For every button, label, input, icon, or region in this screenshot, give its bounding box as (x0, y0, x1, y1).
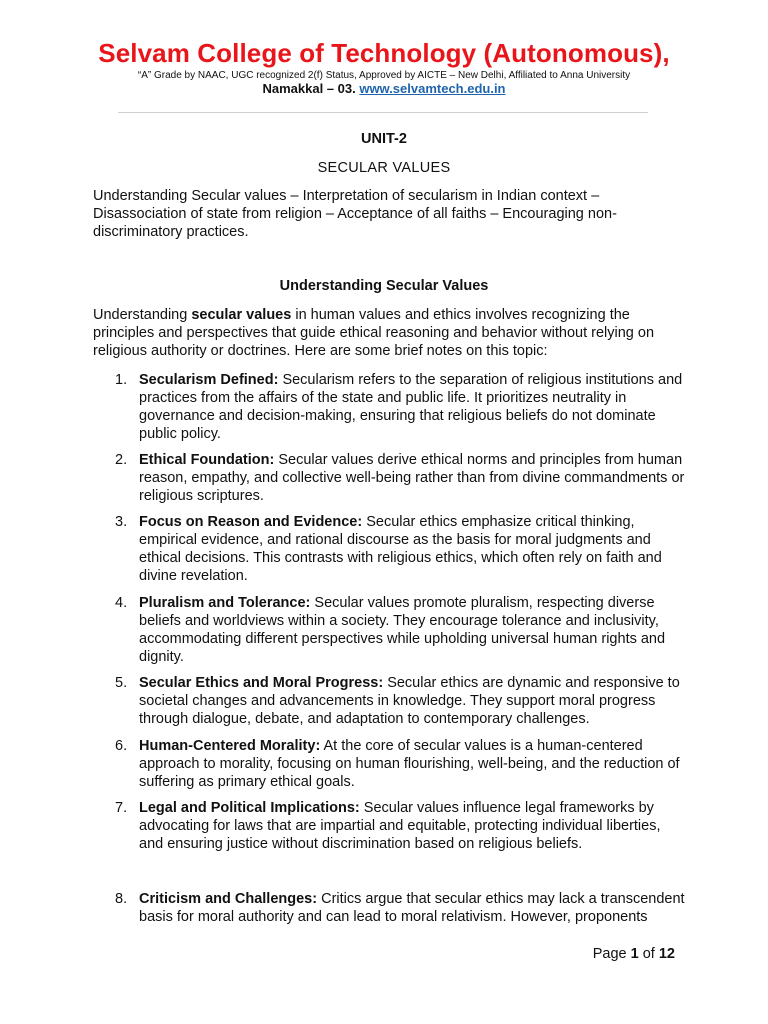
list-item (115, 674, 685, 728)
list-item-text: Secular values derive ethical norms and principles from human reason, empathy, and collective well-being rather than from divine commandments or religious scriptures. (139, 452, 685, 504)
accreditation-line: “A” Grade by NAAC, UGC recognized 2(f) Status, Approved by AICTE – New Delhi, Affiliated to Anna University (137, 70, 631, 81)
list-item-title: Human-Centered Morality: (139, 738, 321, 754)
list-item-title: Legal and Political Implications: (139, 800, 360, 816)
list-item (115, 371, 685, 443)
list-item (115, 737, 685, 791)
list-item-text: Secular ethics are dynamic and responsive to societal changes and advancements in knowledge. They support moral progress through dialogue, debate, and adaptation to contemporary challenges. (139, 675, 680, 727)
list-item-title: Secular Ethics and Moral Progress: (139, 675, 384, 691)
list-item-text: Secular values influence legal frameworks by advocating for laws that are impartial and equitable, protecting individual liberties, and ensuring justice without discrimination based on religious beliefs. (139, 800, 661, 852)
list-item-text: Critics argue that secular ethics may lack a transcendent basis for moral authority and can lead to moral relativism. However, proponents (139, 891, 685, 925)
intro-bold-term: secular values (191, 307, 292, 323)
list-item-number: 6. (115, 738, 128, 754)
intro-text-after: in human values and ethics involves recognizing the principles and perspectives that guide ethical reasoning and behavior without relying on religious authority or doctrines. Here are some brief notes on this topic: (93, 307, 655, 359)
location-text: Namakkal – 03. (262, 81, 356, 96)
list-item (115, 799, 685, 853)
college-name: Selvam College of Technology (Autonomous), (98, 38, 670, 68)
address-line (0, 81, 768, 96)
total-pages-number: 12 (658, 946, 675, 962)
list-item (115, 451, 685, 505)
page-word: Page (592, 946, 627, 962)
list-item (115, 594, 685, 666)
header-divider (118, 112, 648, 113)
intro-paragraph (93, 306, 683, 360)
list-item-text: Secular ethics emphasize critical thinking, empirical evidence, and rational discourse as the basis for moral judgments and ethical decisions. This contrasts with religious ethics, which often rely on faith and divine revelation. (139, 514, 662, 584)
page-number-footer (593, 946, 675, 962)
list-item-text: At the core of secular values is a human-centered approach to morality, focusing on human flourishing, well-being, and the reduction of suffering as primary ethical goals. (139, 738, 680, 790)
list-item (115, 513, 685, 585)
intro-text-before: Understanding (93, 307, 192, 323)
list-item-title: Criticism and Challenges: (139, 891, 318, 907)
list-item-title: Pluralism and Tolerance: (139, 595, 311, 611)
list-item-number: 2. (115, 452, 128, 468)
current-page-number: 1 (630, 946, 639, 962)
list-item (115, 890, 685, 926)
list-item-text: Secular values promote pluralism, respecting diverse beliefs and worldviews within a society. They encourage tolerance and inclusivity, accommodating different perspectives while upholding universal human rights and dignity. (139, 595, 666, 665)
section-title: SECULAR VALUES (317, 160, 451, 176)
website-link[interactable]: www.selvamtech.edu.in (359, 81, 506, 96)
list-item-number: 5. (115, 675, 128, 691)
list-item-title: Secularism Defined: (139, 372, 279, 388)
list-item-number: 4. (115, 595, 128, 611)
subheading: Understanding Secular Values (279, 278, 489, 294)
list-item-number: 8. (115, 891, 128, 907)
syllabus-paragraph: Understanding Secular values – Interpretation of secularism in Indian context – Disassociation of state from religion – Acceptance of all faiths – Encouraging non-discriminatory practices. (93, 188, 617, 240)
list-item-number: 3. (115, 514, 128, 530)
list-item-title: Ethical Foundation: (139, 452, 275, 468)
list-item-text: Secularism refers to the separation of religious institutions and practices from the affairs of the state and public life. It prioritizes neutrality in governance and decision-making, ensuring that religious beliefs do not dominate public policy. (139, 372, 683, 442)
list-item-title: Focus on Reason and Evidence: (139, 514, 363, 530)
list-item-number: 1. (115, 372, 128, 388)
unit-title: UNIT-2 (361, 131, 407, 147)
of-word: of (642, 946, 655, 962)
list-item-number: 7. (115, 800, 128, 816)
